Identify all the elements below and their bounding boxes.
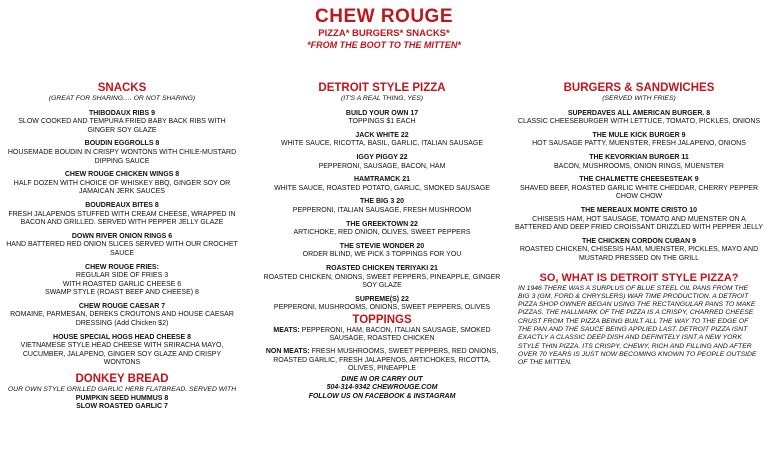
- item-description: HOUSEMADE BOUDIN IN CRISPY WONTONS WITH CHILE-MUSTARD DIPPING SAUCE: [7, 148, 237, 165]
- contact-phone-web: 504-314-9342 CHEWROUGE.COM: [326, 384, 438, 392]
- item-description: PEPPERONI, ITALIAN SAUSAGE, FRESH MUSHROOM: [292, 206, 472, 214]
- donkey-bread-subtitle: OUR OWN STYLE GRILLED GARLIC HERB FLATBREAD. SERVED WITH: [7, 386, 237, 394]
- burgers-column: [514, 80, 764, 367]
- whatis-title: SO, WHAT IS DETROIT STYLE PIZZA?: [539, 271, 739, 284]
- menu-item: [514, 110, 764, 127]
- menu-item: [262, 198, 502, 215]
- item-name: SUPREME(S) 22: [355, 295, 409, 303]
- item-name: THE BIG 3 20: [360, 198, 404, 206]
- item-name: BOUDIN EGGROLLS 8: [84, 140, 160, 148]
- item-description: ROMAINE, PARMESAN, DEREKS CROUTONS AND HOUSE CAESAR DRESSING (Add Chicken $2): [10, 311, 234, 328]
- item-description: BACON, MUSHROOMS, ONION RINGS, MUENSTER: [554, 162, 724, 170]
- fries-option: REGULAR SIDE OF FRIES 3: [75, 272, 169, 280]
- snacks-column: [4, 80, 240, 412]
- item-name: THIBODAUX RIBS 9: [88, 109, 156, 117]
- item-description: ROASTED CHICKEN, ONIONS, SWEET PEPPERS, PINEAPPLE, GINGER SOY GLAZE: [263, 273, 501, 290]
- item-name: CHEW ROUGE CAESAR 7: [78, 302, 166, 310]
- item-description: ORDER BLIND, WE PICK 3 TOPPINGS FOR YOU: [302, 251, 462, 259]
- contact-block: [262, 376, 502, 402]
- menu-item: [262, 154, 502, 171]
- menu-item: [262, 110, 502, 127]
- menu-item: [514, 176, 764, 202]
- menu-item: [262, 243, 502, 260]
- whatis-text: IN 1946 THERE WAS A SURPLUS OF BLUE STEEL OIL PANS FROM THE BIG 3 (GM, FORD & CHRYSLERS) WAR TIME PRODUCTION. A DETROIT PIZZA SHOP OWNER BEGAN USING THE RECTANGULAR PANS TO MAKE PIZZAS. THE HALLMARK OF THE PIZZA IS A CRISPY, CHARRED CHEESE CRUST FROM THE PIZZA BEING BUILT ALL THE WAY TO THE EDGE OF THE PAN AND THE SAUCE BEING APPLIED LAST. DETROIT PIZZA ISNT EXACTLY A CLASSIC DEEP DISH AND DEFINITELY ISNT A NEW YORK STYLE THIN PIZZA. ITS CRISPY, CHEWY, RICH AND FILLING AND AFTER OVER 70 YEARS IS JUST NOW BECOMING KNOWN TO PEOPLE OUTSIDE OF THE MITTEN.: [518, 284, 757, 367]
- contact-dine-in: DINE IN OR CARRY OUT: [341, 375, 423, 383]
- menu-item: [4, 233, 240, 259]
- item-name: CHEW ROUGE CHICKEN WINGS 8: [64, 171, 180, 179]
- snacks-subtitle: (GREAT FOR SHARING…. OR NOT SHARING): [48, 95, 196, 102]
- item-name: CHEW ROUGE FRIES:: [85, 263, 159, 271]
- menu-item: [262, 221, 502, 238]
- pizza-title: DETROIT STYLE PIZZA: [318, 82, 446, 94]
- item-description: FRESH JALAPENOS STUFFED WITH CREAM CHEESE, WRAPPED IN BACON AND GRILLED. SERVED WITH PEPPER JELLY GLAZE: [8, 210, 236, 227]
- meats-list: PEPPERONI, HAM, BACON, ITALIAN SAUSAGE, SMOKED SAUSAGE, ROASTED CHICKEN: [299, 326, 491, 343]
- pizza-subtitle: (IT'S A REAL THING, YES): [340, 95, 424, 102]
- menu-item: [262, 296, 502, 313]
- item-name: THE MEREAUX MONTE CRISTO 10: [580, 206, 698, 214]
- item-description: ARTICHOKE, RED ONION, OLIVES, SWEET PEPPERS: [293, 229, 471, 237]
- tagline-secondary: *FROM THE BOOT TO THE MITTEN*: [307, 40, 461, 50]
- menu-item: [4, 202, 240, 228]
- item-name: JACK WHITE 22: [355, 131, 409, 139]
- item-name: HOUSE SPECIAL HOGS HEAD CHEESE 8: [53, 333, 191, 341]
- item-description: HAND BATTERED RED ONION SLICES SERVED WITH OUR CROCHET SAUCE: [6, 241, 238, 257]
- burgers-title: BURGERS & SANDWICHES: [563, 82, 715, 94]
- toppings-nonmeats: [262, 348, 502, 374]
- restaurant-name: CHEW ROUGE: [315, 6, 453, 27]
- item-name: DOWN RIVER ONION RINGS 6: [71, 232, 173, 240]
- item-name: THE STEVIE WONDER 20: [339, 242, 425, 250]
- menu-item: [262, 176, 502, 193]
- burgers-subtitle: (SERVED WITH FRIES): [602, 95, 676, 102]
- menu-header: [0, 6, 768, 51]
- donkey-bread-option: SLOW ROASTED GARLIC 7: [76, 403, 168, 411]
- item-name: THE CHALMETTE CHEESESTEAK 9: [579, 176, 699, 184]
- item-name: BOUDREAUX BITES 8: [85, 201, 159, 209]
- menu-item: [4, 303, 240, 329]
- item-description: TOPPINGS $1 EACH: [348, 118, 416, 126]
- item-name: SUPERDAVES ALL AMERICAN BURGER. 8: [567, 109, 711, 117]
- snacks-title: SNACKS: [97, 82, 147, 94]
- menu-item: [4, 140, 240, 166]
- menu-item: [4, 110, 240, 136]
- menu-item: [262, 132, 502, 149]
- item-name: THE MULE KICK BURGER 9: [592, 131, 686, 139]
- nonmeats-label: NON MEATS:: [265, 348, 310, 356]
- item-description: WHITE SAUCE, RICOTTA, BASIL, GARLIC, ITALIAN SAUSAGE: [280, 140, 483, 148]
- menu-item: [4, 334, 240, 368]
- item-name: THE GREEKTOWN 22: [346, 220, 418, 228]
- menu-item: [514, 154, 764, 171]
- item-name: BUILD YOUR OWN 17: [345, 109, 419, 117]
- toppings-title: TOPPINGS: [352, 313, 412, 326]
- menu-item: [514, 207, 764, 233]
- fries-option: WITH ROASTED GARLIC CHEESE 6: [62, 280, 182, 288]
- menu-item: [514, 132, 764, 149]
- menu-item: [262, 265, 502, 291]
- menu-item-fries: [4, 264, 240, 298]
- item-description: SHAVED BEEF, ROASTED GARLIC WHITE CHEDDAR, CHERRY PEPPER CHOW CHOW: [519, 184, 759, 201]
- item-description: SLOW COOKED AND TEMPURA FRIED BABY BACK RIBS WITH GINGER SOY GLAZE: [18, 118, 226, 134]
- menu-item: [514, 238, 764, 264]
- fries-option: SWAMP STYLE (ROAST BEEF AND CHEESE) 8: [45, 289, 199, 297]
- meats-label: MEATS:: [273, 326, 300, 334]
- item-description: HOT SAUSAGE PATTY, MUENSTER, FRESH JALAPENO, ONIONS: [532, 140, 746, 148]
- item-description: CLASSIC CHEESEBURGER WITH LETTUCE, TOMATO, PICKLES, ONIONS: [517, 118, 761, 126]
- item-name: THE CHICKEN CORDON CUBAN 9: [582, 237, 696, 245]
- item-description: PEPPERONI, SAUSAGE, BACON, HAM: [318, 162, 446, 170]
- item-name: ROASTED CHICKEN TERIYAKI 21: [326, 264, 438, 272]
- item-description: PEPPERONI, MUSHROOMS, ONIONS, SWEET PEPPERS, OLIVES: [273, 304, 491, 312]
- nonmeats-list: FRESH MUSHROOMS, SWEET PEPPERS, RED ONIONS, ROASTED GARLIC, FRESH JALAPENOS, ARTICHOKES, RICOTTA, OLIVES, PINEAPPLE: [273, 348, 499, 373]
- tagline: PIZZA* BURGERS* SNACKS*: [318, 28, 450, 39]
- item-name: IGGY PIGGY 22: [356, 153, 408, 161]
- contact-social: FOLLOW US ON FACEBOOK & INSTAGRAM: [308, 393, 456, 401]
- item-name: THE KEVORKIAN BURGER 11: [589, 153, 689, 161]
- pizza-column: [262, 80, 502, 402]
- item-description: CHISESIS HAM, HOT SAUSAGE, TOMATO AND MUENSTER ON A BATTERED AND DEEP FRIED CROISSANT DRIZZLED WITH PEPPER JELLY: [514, 215, 764, 232]
- donkey-bread-title: DONKEY BREAD: [75, 373, 169, 386]
- toppings-meats: [262, 327, 502, 344]
- item-description: HALF DOZEN WITH CHOICE OF WHISKEY BBQ, GINGER SOY OR JAMAICAN JERK SAUCES: [13, 179, 231, 196]
- donkey-bread-option: PUMPKIN SEED HUMMUS 8: [75, 394, 169, 402]
- item-description: WHITE SAUCE, ROASTED POTATO, GARLIC, SMOKED SAUSAGE: [274, 184, 490, 192]
- item-description: ROASTED CHICKEN, CHISESIS HAM, MUENSTER, PICKLES, MAYO AND MUSTARD PRESSED ON THE GRILL: [519, 246, 759, 262]
- item-name: HAMTRAMCK 21: [354, 176, 410, 184]
- item-description: VIETNAMESE STYLE HEAD CHEESE WITH SRIRACHA MAYO, CUCUMBER, JALAPENO, GINGER SOY GLAZE AND CRISPY WONTONS: [20, 342, 224, 367]
- menu-item: [4, 171, 240, 197]
